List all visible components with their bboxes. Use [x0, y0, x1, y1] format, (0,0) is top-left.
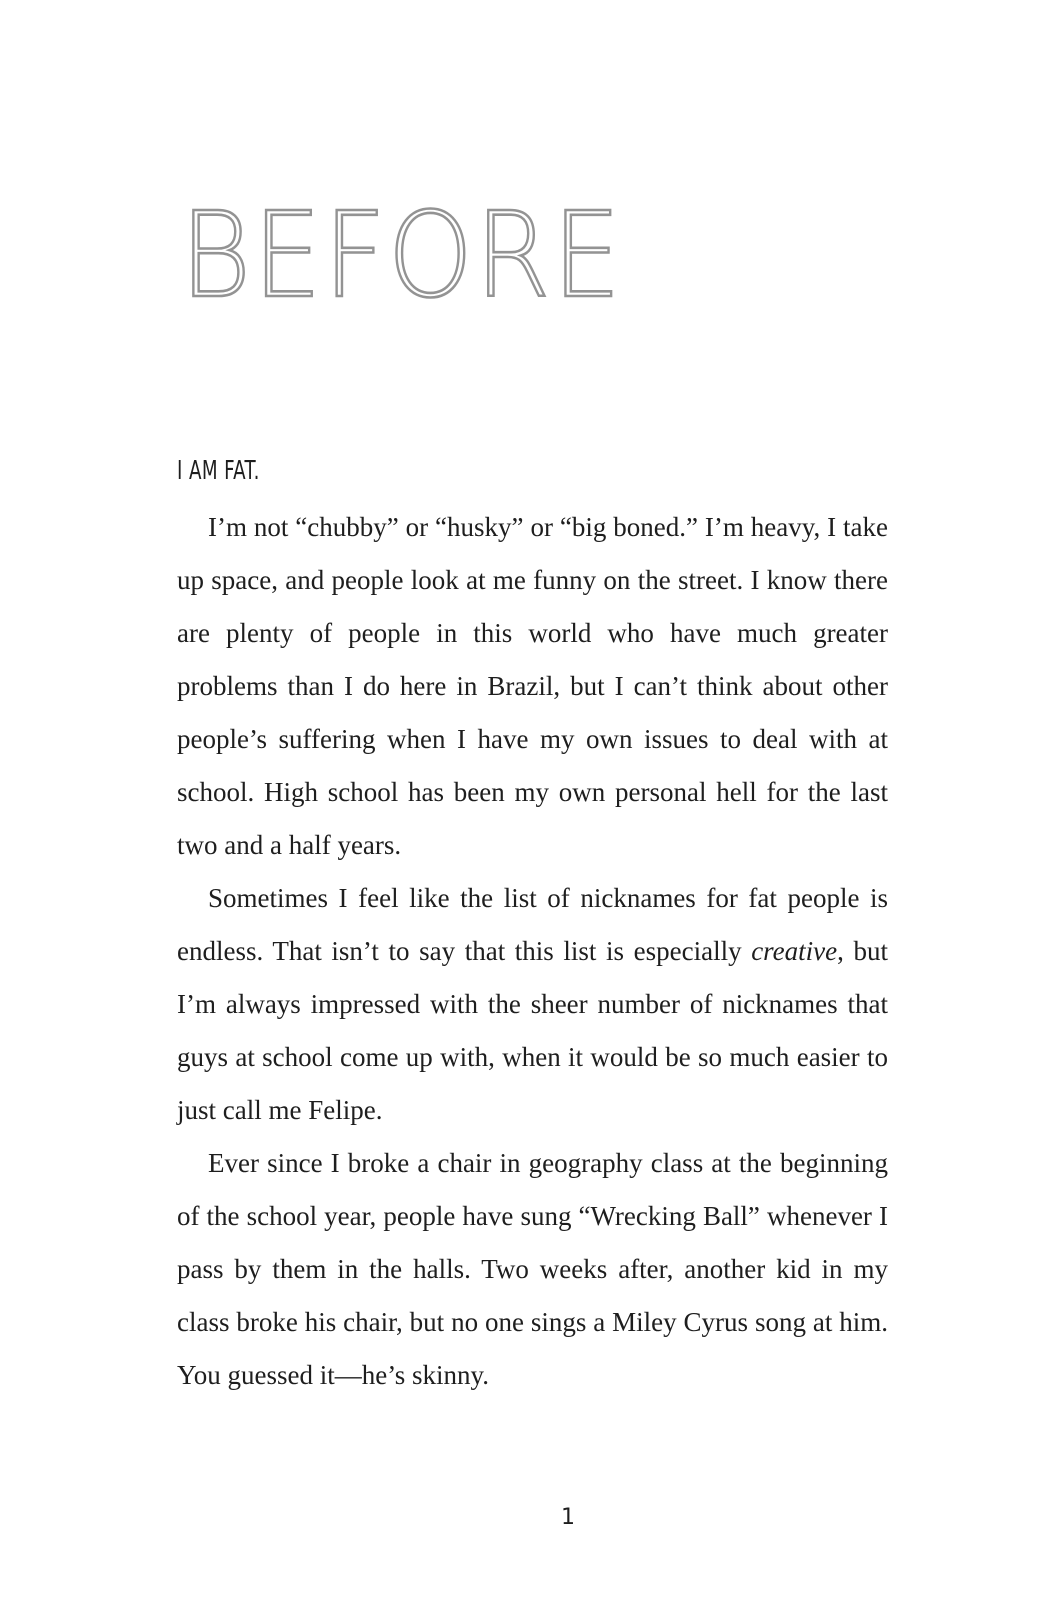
paragraph-2-italic-word: creative	[751, 936, 838, 966]
paragraph-2-text-before: Sometimes I feel like the list of nicknames for fat people is endless. That isn’t to say that this list is especially	[177, 883, 888, 966]
chapter-title: BEFORE	[180, 186, 623, 324]
paragraph-2	[177, 872, 888, 1137]
page-number: 1	[561, 1505, 575, 1530]
paragraph-1: I’m not “chubby” or “husky” or “big boned.” I’m heavy, I take up space, and people look at me funny on the street. I know there are plenty of people in this world who have much greater problems than I do here in Brazil, but I can’t think about other people’s suffering when I have my own issues to deal with at school. High school has been my own personal hell for the last two and a half years.	[177, 512, 888, 860]
chapter-opening-line: I AM FAT.	[177, 456, 260, 486]
paragraph-2-text-after: , but I’m always impressed with the sheer number of nicknames that guys at school come up with, when it would be so much easier to just call me Felipe.	[177, 936, 888, 1125]
paragraph-3: Ever since I broke a chair in geography class at the beginning of the school year, people have sung “Wrecking Ball” whenever I pass by them in the halls. Two weeks after, another kid in my class broke his chair, but no one sings a Miley Cyrus song at him. You guessed it—he’s skinny.	[177, 1148, 888, 1390]
body-text	[177, 501, 888, 1402]
